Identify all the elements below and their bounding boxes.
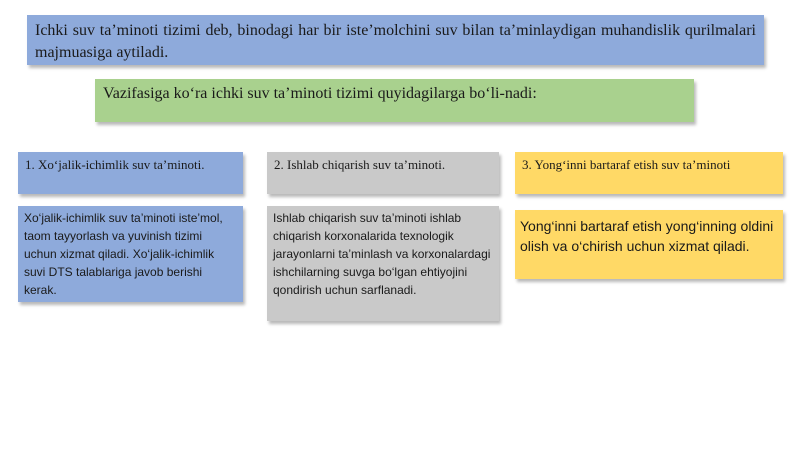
- classification-heading-box: [95, 79, 694, 122]
- category-description-text: Ishlab chiqarish suv ta’minoti ishlab chiqarish korxonalarida texnologik jarayonlarni ta’minlash va korxonalardagi ishchilarning suvga bo‘lgan ehtiyojini qondirish uchun sarflanadi.: [273, 211, 491, 297]
- category-household-description: [18, 206, 243, 302]
- category-description-text: Xo‘jalik-ichimlik suv ta’minoti iste’mol, taom tayyorlash va yuvinish tizimi uchun xizmat qiladi. Xo‘jalik-ichimlik suvi DTS talablariga javob berishi kerak.: [24, 211, 223, 297]
- category-industrial-title: [267, 152, 499, 194]
- category-description-text: Yong‘inni bartaraf etish yong‘inning oldini olish va o‘chirish uchun xizmat qiladi.: [520, 218, 774, 254]
- category-title-text: 3. Yong‘inni bartaraf etish suv ta’minoti: [522, 157, 731, 172]
- category-title-text: 2. Ishlab chiqarish suv ta’minoti.: [274, 157, 446, 172]
- classification-heading-text: Vazifasiga ko‘ra ichki suv ta’minoti tizimi quyidagilarga bo‘li-nadi:: [103, 85, 537, 102]
- intro-definition-text: Ichki suv ta’minoti tizimi deb, binodagi har bir iste’molchini suv bilan ta’minlaydigan muhandislik qurilmalari majmuasiga aytiladi.: [35, 22, 756, 61]
- intro-definition-box: [27, 15, 764, 65]
- category-industrial-description: [267, 206, 499, 321]
- category-household-title: [18, 152, 243, 194]
- category-firefighting-description: [515, 210, 783, 279]
- category-firefighting-title: [515, 152, 783, 194]
- category-title-text: 1. Xo‘jalik-ichimlik suv ta’minoti.: [25, 157, 205, 172]
